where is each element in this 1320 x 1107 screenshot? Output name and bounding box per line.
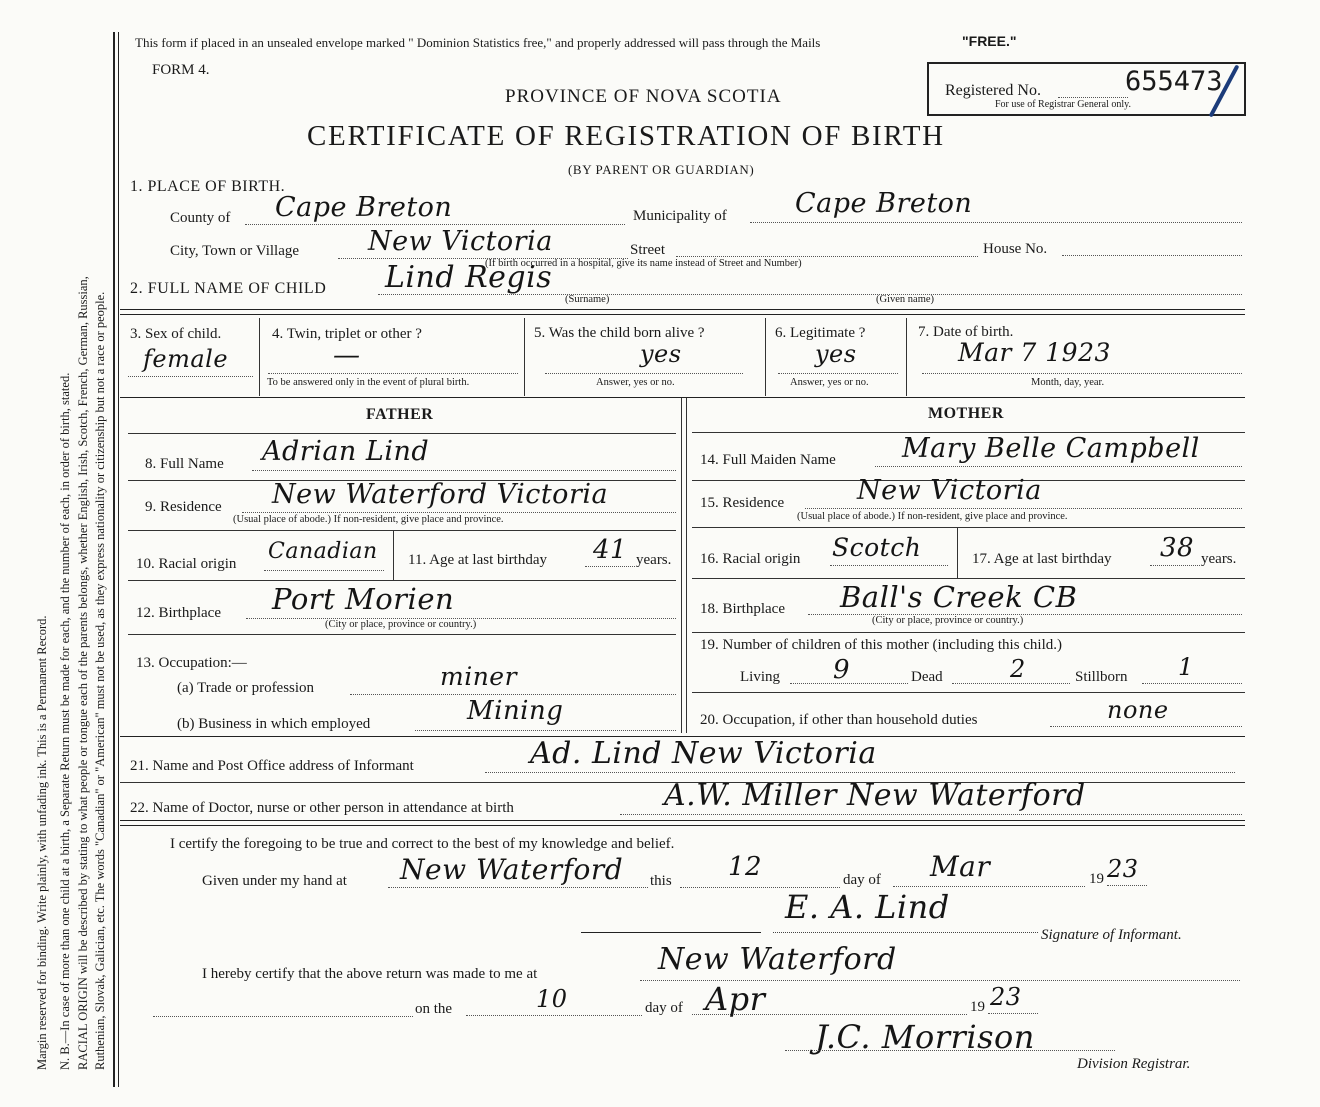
father-birthplace-label: 12. Birthplace <box>136 605 221 621</box>
street-line <box>676 256 978 257</box>
rule <box>120 314 1245 315</box>
child-name-label: 2. FULL NAME OF CHILD <box>130 280 327 297</box>
certify-year-prefix: 19 <box>1089 871 1104 887</box>
registered-note: For use of Registrar General only. <box>995 99 1131 110</box>
registrar-statement: I hereby certify that the above return was made to me at <box>202 966 538 982</box>
mother-birthplace-note: (City or place, province or country.) <box>872 615 1024 626</box>
informant-signature: E. A. Lind <box>785 888 950 926</box>
dead-line <box>952 683 1070 684</box>
twin-note: To be answered only in the event of plural birth. <box>267 377 470 388</box>
house-line <box>1062 255 1242 256</box>
stillborn-value: 1 <box>1178 653 1194 681</box>
registrar-year-prefix: 19 <box>970 999 985 1015</box>
father-age-value: 41 <box>593 535 628 565</box>
municipality-line <box>750 222 1242 223</box>
dob-label: 7. Date of birth. <box>918 324 1014 340</box>
dob-line <box>922 373 1242 374</box>
year-line <box>1107 885 1147 886</box>
mother-birthplace-label: 18. Birthplace <box>700 601 785 617</box>
municipality-value: Cape Breton <box>795 188 973 219</box>
trade-line <box>350 694 676 695</box>
legit-line <box>778 373 898 374</box>
child-name-value: Lind Regis <box>385 260 553 295</box>
rule <box>120 820 1245 821</box>
business-label: (b) Business in which employed <box>177 716 371 732</box>
signature-rule <box>773 932 1038 933</box>
father-race-line <box>264 570 384 571</box>
alive-line <box>545 373 743 374</box>
county-label: County of <box>170 210 231 226</box>
given-place-line <box>388 887 648 888</box>
province-heading: PROVINCE OF NOVA SCOTIA <box>505 86 782 107</box>
informant-value: Ad. Lind New Victoria <box>530 736 877 771</box>
registrar-signature-label: Division Registrar. <box>1077 1056 1191 1072</box>
street-label: Street <box>630 242 665 258</box>
father-birthplace-value: Port Morien <box>272 582 455 616</box>
given-place-value: New Waterford <box>400 853 624 886</box>
alive-note: Answer, yes or no. <box>596 377 675 388</box>
this-label: this <box>650 873 672 889</box>
rule <box>692 527 1245 528</box>
rule <box>128 530 676 531</box>
row-divider <box>765 318 766 396</box>
alive-value: yes <box>640 340 682 368</box>
father-name-value: Adrian Lind <box>262 436 430 467</box>
dead-label: Dead <box>911 669 943 685</box>
registrar-year-suffix: 23 <box>990 983 1022 1011</box>
rule <box>692 632 1245 633</box>
trade-label: (a) Trade or profession <box>177 680 315 696</box>
certificate-title: CERTIFICATE OF REGISTRATION OF BIRTH <box>307 120 945 152</box>
mother-race-value: Scotch <box>832 533 922 562</box>
twin-label: 4. Twin, triplet or other ? <box>272 326 422 342</box>
business-line <box>415 730 676 731</box>
certificate-subtitle: (BY PARENT OR GUARDIAN) <box>568 162 755 177</box>
row-divider <box>524 318 525 396</box>
mother-age-label: 17. Age at last birthday <box>972 551 1112 567</box>
trade-value: miner <box>440 662 518 691</box>
rule <box>128 634 676 635</box>
rule <box>120 397 1245 398</box>
living-label: Living <box>740 669 780 685</box>
registrar-dayof-label: day of <box>645 1000 683 1016</box>
rule <box>692 692 1245 693</box>
legit-label: 6. Legitimate ? <box>775 325 866 341</box>
children-label: 19. Number of children of this mother (including this child.) <box>700 637 1063 653</box>
postal-free: "FREE." <box>962 33 1017 49</box>
row-divider <box>906 318 907 396</box>
mother-residence-line <box>805 508 1242 509</box>
father-occupation-label: 13. Occupation:— <box>136 655 247 671</box>
registrar-day-value: 10 <box>536 985 568 1013</box>
margin-rule <box>113 32 115 1087</box>
mother-age-line <box>1150 565 1200 566</box>
father-heading: FATHER <box>366 406 434 423</box>
municipality-label: Municipality of <box>633 208 727 224</box>
father-residence-line <box>242 512 676 513</box>
hospital-note: (If birth occurred in a hospital, give its name instead of Street and Number) <box>485 258 802 269</box>
dayof-label: day of <box>843 872 881 888</box>
center-divider <box>681 398 682 733</box>
house-label: House No. <box>983 241 1048 257</box>
dob-note: Month, day, year. <box>1031 377 1105 388</box>
rule <box>128 433 676 434</box>
mother-residence-value: New Victoria <box>857 475 1042 506</box>
registrar-year-line <box>988 1013 1038 1014</box>
onthe-label: on the <box>415 1001 453 1017</box>
father-age-line <box>585 566 635 567</box>
mother-residence-label: 15. Residence <box>700 495 785 511</box>
doctor-label: 22. Name of Doctor, nurse or other person in attendance at birth <box>130 800 514 816</box>
margin-note-2: N. B.—In case of more than one child at a birth, a Separate Return must be made for each, and the number of each, in order of birth, stated. <box>58 372 72 1070</box>
informant-signature-label: Signature of Informant. <box>1041 927 1182 943</box>
certify-statement: I certify the foregoing to be true and correct to the best of my knowledge and belief. <box>170 836 675 852</box>
mother-age-unit: years. <box>1201 551 1237 567</box>
sex-line <box>128 376 253 377</box>
father-residence-value: New Waterford Victoria <box>272 479 609 510</box>
postal-note: This form if placed in an unsealed envelope marked " Dominion Statistics free," and properly addressed will pass through the Mails <box>135 35 821 50</box>
margin-note-3: RACIAL ORIGIN will be described by stating to what people or tongue each of the parents belongs, whether English, Irish, Scotch, French, German, Russian, <box>76 276 90 1070</box>
mother-residence-note: (Usual place of abode.) If non-resident, give place and province. <box>797 511 1068 522</box>
mother-occupation-label: 20. Occupation, if other than household duties <box>700 712 978 728</box>
mother-race-line <box>830 565 948 566</box>
county-line <box>245 224 625 225</box>
rule <box>120 825 1245 826</box>
registered-number: 655473 <box>1125 66 1223 97</box>
legit-note: Answer, yes or no. <box>790 377 869 388</box>
cell-divider <box>393 531 394 580</box>
signature-rule <box>581 932 761 933</box>
father-residence-note: (Usual place of abode.) If non-resident, give place and province. <box>233 514 504 525</box>
sex-value: female <box>143 345 229 373</box>
mother-name-value: Mary Belle Campbell <box>902 433 1200 464</box>
registrar-month-value: Apr <box>705 980 766 1018</box>
alive-label: 5. Was the child born alive ? <box>534 325 705 341</box>
surname-note: (Surname) <box>565 294 610 305</box>
father-age-label: 11. Age at last birthday <box>408 552 547 568</box>
father-residence-label: 9. Residence <box>145 499 222 515</box>
month-line <box>893 886 1085 887</box>
doctor-line <box>620 814 1242 815</box>
father-birthplace-note: (City or place, province or country.) <box>325 619 477 630</box>
sex-label: 3. Sex of child. <box>130 326 222 342</box>
dob-value: Mar 7 1923 <box>958 338 1111 367</box>
cell-divider <box>957 528 958 578</box>
registrar-signature-line <box>785 1050 1115 1051</box>
county-value: Cape Breton <box>275 192 453 223</box>
business-value: Mining <box>467 696 564 726</box>
rule <box>120 309 1245 310</box>
mother-age-value: 38 <box>1160 533 1195 563</box>
center-divider <box>686 398 687 733</box>
twin-value: — <box>333 340 361 371</box>
certify-year-suffix: 23 <box>1107 855 1139 883</box>
given-under-label: Given under my hand at <box>202 873 347 889</box>
dead-value: 2 <box>1010 655 1026 683</box>
given-name-note: (Given name) <box>876 294 935 305</box>
form-number: FORM 4. <box>152 62 210 78</box>
mother-occupation-value: none <box>1107 696 1169 724</box>
rule <box>128 580 676 581</box>
doctor-value: A.W. Miller New Waterford <box>664 778 1086 813</box>
mother-heading: MOTHER <box>928 405 1004 422</box>
certify-day-value: 12 <box>728 852 763 882</box>
city-value: New Victoria <box>368 226 553 257</box>
registrar-signature: J.C. Morrison <box>815 1018 1035 1056</box>
mother-race-label: 16. Racial origin <box>700 551 801 567</box>
mother-occupation-line <box>1050 726 1242 727</box>
row-divider <box>259 318 260 396</box>
legit-value: yes <box>815 340 857 368</box>
informant-label: 21. Name and Post Office address of Informant <box>130 758 414 774</box>
registered-dots <box>1058 97 1128 98</box>
father-age-unit: years. <box>636 552 672 568</box>
father-name-line <box>252 470 676 471</box>
mother-name-label: 14. Full Maiden Name <box>700 452 836 468</box>
registrar-day-line <box>466 1015 642 1016</box>
informant-line <box>485 772 1235 773</box>
margin-note-1: Margin reserved for binding. Write plainly, with unfading ink. This is a Permanent Record. <box>35 615 49 1070</box>
living-value: 9 <box>833 655 851 685</box>
stillborn-line <box>1142 683 1242 684</box>
certify-month-value: Mar <box>930 850 991 883</box>
father-race-value: Canadian <box>268 539 378 564</box>
place-heading: 1. PLACE OF BIRTH. <box>130 178 286 195</box>
registrar-place-value: New Waterford <box>658 942 897 977</box>
rule <box>692 578 1245 579</box>
margin-note-4: Ruthenian, Slovak, Galician, etc. The words "Canadian" or "American" must not be used, as they express nationality or citizenship but not a race or people. <box>93 291 107 1070</box>
stillborn-label: Stillborn <box>1075 669 1128 685</box>
father-race-label: 10. Racial origin <box>136 556 237 572</box>
margin-rule-inner <box>118 32 119 1087</box>
father-name-label: 8. Full Name <box>145 456 224 472</box>
twin-line <box>268 373 518 374</box>
mother-name-line <box>875 466 1242 467</box>
city-label: City, Town or Village <box>170 243 300 259</box>
registered-label: Registered No. <box>945 82 1041 99</box>
mother-birthplace-value: Ball's Creek CB <box>840 580 1078 614</box>
registrar-leading-line <box>153 1016 413 1017</box>
